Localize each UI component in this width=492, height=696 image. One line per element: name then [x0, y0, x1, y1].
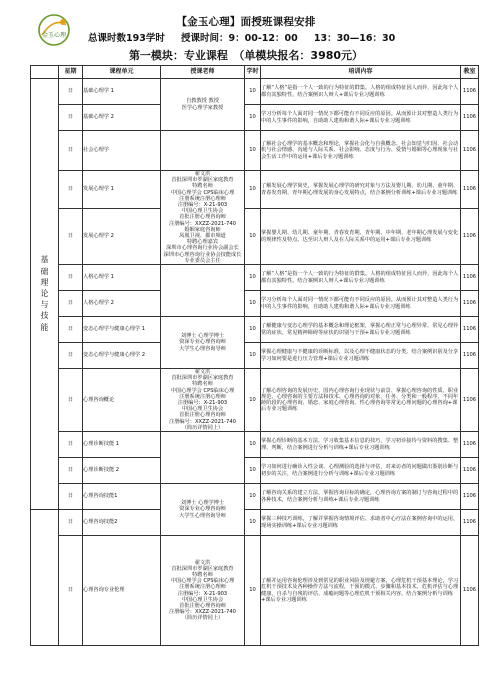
content-cell: 学习如何进行确诊入性会谈、心理测验的选择与评估，对来访者的问题做出鉴别诊断与初步的关注，结合案例进行分析与训练+课后专业习题训练 [261, 458, 461, 484]
teacher-line: 刘博士 心理学博士 [180, 500, 225, 507]
teacher-line: 注册编号：X-21-903 [177, 590, 228, 597]
content-cell: 掌握婴儿期、幼儿期、童年期、青春发育期、青年期、中年期、老年期心理发展与变化的规律性及特点。达至识人辩人及在人际关系中的运用+课后专业习题训练 [261, 209, 461, 265]
module-label-char: 础 [40, 266, 49, 276]
teacher-line: 首批深圳市罗湖区家庭教育 [171, 177, 234, 184]
course-table [30, 65, 479, 646]
content-cell: 掌握心理健康与不健康的诊断标准，以及心理不健康状态的分类。结合案例识别及分享学习如何要是进行压力管理+课后专业习题训练 [261, 343, 461, 369]
room-cell: 1106 [461, 536, 479, 646]
teacher-line: 注册系统注册心理师 [179, 393, 226, 400]
hours-cell: 10 [245, 209, 261, 265]
content-cell: 了解社会心理学的基本概念和理论，掌握社会化与自我概念、社会知觉与归因、社会动机与社会情感、沟通与人际关系、社会影响、态度与行为、爱情与婚姻等心理现象与社会生活工作中的运用+课后专业习题训练 [261, 131, 461, 171]
course-name: 基础心理学 1 [83, 79, 161, 105]
table-body [31, 79, 479, 646]
teacher-line: 凤凰卫视、都市频道 [179, 233, 226, 240]
hours-cell: 10 [245, 317, 261, 343]
room-cell: 1106 [461, 171, 479, 209]
hours-cell: 10 [245, 484, 261, 510]
room-cell: 1106 [461, 79, 479, 105]
hours-cell: 10 [245, 343, 261, 369]
teacher-line: 注册编号：X-21-903 [177, 400, 228, 407]
weekday-cell: 日 [59, 484, 83, 510]
table-row [31, 291, 479, 317]
course-name: 发展心理学 2 [83, 209, 161, 265]
weekday-cell: 日 [59, 131, 83, 171]
teacher-line: 翟文洪 [194, 559, 211, 566]
teacher-line: 刘博士 心理学博士 [180, 333, 225, 340]
course-name: 人格心理学 1 [83, 265, 161, 291]
room-cell: 1106 [461, 209, 479, 265]
logo-text: 金玉心理 [41, 32, 67, 39]
col-header-course: 课程单元 [83, 66, 161, 79]
weekday-cell: 日 [59, 291, 83, 317]
hours-cell: 10 [245, 458, 261, 484]
teacher-line: （简历详情同上） [181, 615, 224, 622]
teacher-line: 资深专业心理咨询师 [179, 339, 226, 346]
weekday-cell: 日 [59, 171, 83, 209]
content-cell: 掌握心理诊断的基本方法，学习收集基本信息的技巧，学习初诊接待与资料的搜集、整理、判断，结合案例进行分析与训练+课后专业习题训练 [261, 432, 461, 458]
room-cell: 1106 [461, 265, 479, 291]
table-row [31, 317, 479, 343]
module-label-char: 技 [40, 311, 49, 321]
content-cell: 了解并运用咨询伦理涉及到常见的职业风险及规避方案，心理危机干预基本理论，学习危机干预技术及各种操作方法与流程，干预的模式、步骤和基本技术、危机评估与心理健康，自杀与自残的评估、成瘾问题等心理危机干预相关内容，结合案例分析与训练+课后专业习题训练 [261, 536, 461, 646]
hours-cell: 10 [245, 510, 261, 536]
module-label-char: 基 [40, 255, 49, 265]
course-name: 变态心理学与健康心理学 2 [83, 343, 161, 369]
teacher-line: 注册系统注册心理师 [179, 195, 226, 202]
teacher-cell [161, 484, 245, 536]
content-cell: 了解发展心理学简史，掌握发展心理学的研究对象与方法及婴儿期、幼儿期、童年期、青春发育期、青年期心理发展的身心发展特点，结合案例分析训练+课后专业习题训练 [261, 171, 461, 209]
teacher-line: 深圳市心理咨询行业协会副会长 [166, 245, 239, 252]
room-cell: 1106 [461, 369, 479, 432]
weekday-cell: 日 [59, 536, 83, 646]
hours-cell: 10 [245, 291, 261, 317]
teacher-line: 中国心理卫生协会 [181, 406, 224, 413]
module-label-empty [31, 510, 59, 646]
table-row [31, 265, 479, 291]
table-header-row [31, 66, 479, 79]
room-cell: 1106 [461, 343, 479, 369]
table-row [31, 432, 479, 458]
col-header-room: 教室 [461, 66, 479, 79]
teacher-line: 注册编号：X-21-903 [177, 202, 228, 209]
teacher-line: 注册系统注册心理师 [179, 584, 226, 591]
hours-cell: 10 [245, 105, 261, 131]
content-cell: 了解健康与变态心理学的基本概念和理论框架，掌握心理正常与心理异常、常见心理异常的症状、常见精神障碍等症状的识别与干预+课后专业习题训练 [261, 317, 461, 343]
table-row [31, 510, 479, 536]
weekday-cell: 日 [59, 510, 83, 536]
module-title: 第一模块：专业课程 （单模块报名：3980元） [128, 49, 364, 62]
content-cell: 了解“人格”是指一个人一致的行为特征的群集。人格的组成特征因人而异，因此每个人都有其独特性。结合案例识人辩人+课后专业习题训练 [261, 265, 461, 291]
teacher-cell [161, 171, 245, 265]
table-row [31, 484, 479, 510]
course-name: 心理诊断技能 1 [83, 432, 161, 458]
weekday-cell: 日 [59, 343, 83, 369]
hours-cell: 10 [245, 369, 261, 432]
col-header-hours: 学时 [245, 66, 261, 79]
course-name: 发展心理学 1 [83, 171, 161, 209]
teacher-line: 医学心理学家教授 [181, 104, 224, 111]
content-cell: 了解心理咨询的发展历史、国内心理咨询行业现状与前景、掌握心理咨询的性质、职业规范、心理咨询的主要方法和技术、心理咨询的对象、任务、分类和一般程序，不同年龄阶段的心理咨询、婚恋、家庭心理咨询、性心理咨询等常见心理问题的心理咨询+课后专业习题训练 [261, 369, 461, 432]
teacher-line: 注册编号：XXZZ-2021-740 [169, 609, 236, 616]
table-row [31, 369, 479, 432]
room-cell: 1106 [461, 484, 479, 510]
module-label-char: 理 [40, 277, 49, 287]
hours-cell: 10 [245, 171, 261, 209]
page-title: 【金玉心理】面授班课程安排 [176, 16, 316, 28]
teacher-cell [161, 265, 245, 317]
room-cell: 1106 [461, 291, 479, 317]
col-header-content: 培训内容 [261, 66, 461, 79]
teacher-line: 专业委员会主任 [184, 257, 221, 264]
teacher-line: 首批注册心理咨询师 [179, 214, 226, 221]
table-row [31, 536, 479, 646]
table-row [31, 131, 479, 171]
col-header-module [31, 66, 59, 79]
teacher-line: 特聘心理嘉宾 [186, 239, 219, 246]
teacher-line: 自教教授 教授 [186, 98, 219, 105]
teacher-line: 深圳市心理咨询行业协会技能成长 [163, 251, 242, 258]
room-cell: 1106 [461, 458, 479, 484]
content-cell: 学习分析每个人面对同一情况下都可能有不同反应的原因。从而预计其对整造人类行为中的人生事件的影响，自助助人建构和谐人际+课后专业习题训练 [261, 291, 461, 317]
table-row [31, 79, 479, 105]
table-row [31, 105, 479, 131]
teacher-line: 首批注册心理咨询师 [179, 412, 226, 419]
total-hours: 总课时数193学时 [88, 33, 165, 44]
content-cell: 了解咨询关系的建立方法，掌握咨询目标的确定，心理咨询方案的制订与咨询过程中的各种技术，结合案例分析与训练+课后专业习题训练 [261, 484, 461, 510]
course-name: 心理咨询技能2 [83, 510, 161, 536]
teacher-line: 注册编号：XXZZ-2021-740 [169, 220, 236, 227]
table-row [31, 171, 479, 209]
hours-cell: 10 [245, 265, 261, 291]
content-cell: 学习分析每个人面对同一情况下都可能有不同反应的原因。从而预计其对整造人类行为中的人生事件的影响，自助助人建构和谐人际+课后专业习题训练 [261, 105, 461, 131]
course-name: 心理咨询技能1 [83, 484, 161, 510]
teacher-line: 婚姻家庭咨询师 [184, 226, 221, 233]
teacher-line: 首批深圳市罗湖区家庭教育 [171, 565, 234, 572]
class-time-pm: 13：30—16：30 [313, 33, 396, 44]
module-label-char: 与 [40, 300, 49, 310]
teacher-line: 翟文洪 [194, 369, 211, 376]
weekday-cell: 日 [59, 79, 83, 105]
teacher-line: （简历详情同上） [181, 424, 224, 431]
course-name: 心理咨询专业伦理 [83, 536, 161, 646]
room-cell: 1106 [461, 432, 479, 458]
hours-cell: 10 [245, 79, 261, 105]
weekday-cell: 日 [59, 369, 83, 432]
class-time-am: 授课时间：9：00-12：00 [180, 33, 298, 44]
module-label-char: 能 [40, 322, 49, 332]
content-cell: 掌握三种技巧训练，了解并掌握咨询情境评估、求助者中心疗法在案例咨询中的运用，现场实操训练+课后专业习题训练 [261, 510, 461, 536]
weekday-cell: 日 [59, 209, 83, 265]
teacher-line: 首批深圳市罗湖区家庭教育 [171, 375, 234, 382]
course-name: 心理诊断技能 2 [83, 458, 161, 484]
teacher-line: 首批注册心理咨询师 [179, 602, 226, 609]
col-header-weekday: 星期 [59, 66, 83, 79]
teacher-cell [161, 369, 245, 432]
hours-cell: 10 [245, 432, 261, 458]
teacher-line: 特聘名师 [192, 571, 213, 578]
room-cell: 1106 [461, 131, 479, 171]
teacher-line: 中国心理学会 CPS临床心理 [170, 387, 235, 394]
table-row [31, 458, 479, 484]
course-name: 心理咨询概论 [83, 369, 161, 432]
hours-cell: 10 [245, 536, 261, 646]
teacher-line: 大学生心理咨询导师 [179, 345, 226, 352]
teacher-line: 特聘名师 [192, 381, 213, 388]
teacher-cell [161, 536, 245, 646]
teacher-line: 中国心理卫生协会 [181, 596, 224, 603]
col-header-teacher: 授课老师 [161, 66, 245, 79]
room-cell: 1106 [461, 510, 479, 536]
weekday-cell: 日 [59, 317, 83, 343]
teacher-line: 注册编号：XXZZ-2021-740 [169, 418, 236, 425]
content-cell: 了解“人格”是指一个人一致的行为特征的群集。人格的组成特征因人而异，因此每个人都有其独特性。结合案例识人辩人+课后专业习题训练 [261, 79, 461, 105]
hours-cell: 10 [245, 131, 261, 171]
hours-line [88, 30, 395, 44]
module-label [31, 79, 59, 510]
weekday-cell: 日 [59, 105, 83, 131]
table-row [31, 343, 479, 369]
table-row [31, 209, 479, 265]
teacher-cell [161, 79, 245, 131]
teacher-line: 中国心理学会 CPS临床心理 [170, 578, 235, 585]
teacher-line: 中国心理卫生协会 [181, 208, 224, 215]
teacher-cell [161, 317, 245, 369]
weekday-cell: 日 [59, 432, 83, 458]
teacher-line: 大学生心理咨询导师 [179, 512, 226, 519]
teacher-line: 中国心理学会 CPS临床心理 [170, 189, 235, 196]
teacher-line: 资深专业心理咨询师 [179, 506, 226, 513]
course-name: 变态心理学与健康心理学 1 [83, 317, 161, 343]
course-name: 基础心理学 2 [83, 105, 161, 131]
room-cell: 1106 [461, 105, 479, 131]
weekday-cell: 日 [59, 458, 83, 484]
course-name: 社会心理学 [83, 131, 161, 171]
room-cell: 1106 [461, 317, 479, 343]
teacher-line: 翟文洪 [194, 171, 211, 177]
course-name: 人格心理学 2 [83, 291, 161, 317]
weekday-cell: 日 [59, 265, 83, 291]
teacher-cell [161, 432, 245, 484]
module-label-char: 论 [40, 288, 49, 298]
teacher-cell [161, 131, 245, 171]
teacher-line: 特聘名师 [192, 183, 213, 190]
